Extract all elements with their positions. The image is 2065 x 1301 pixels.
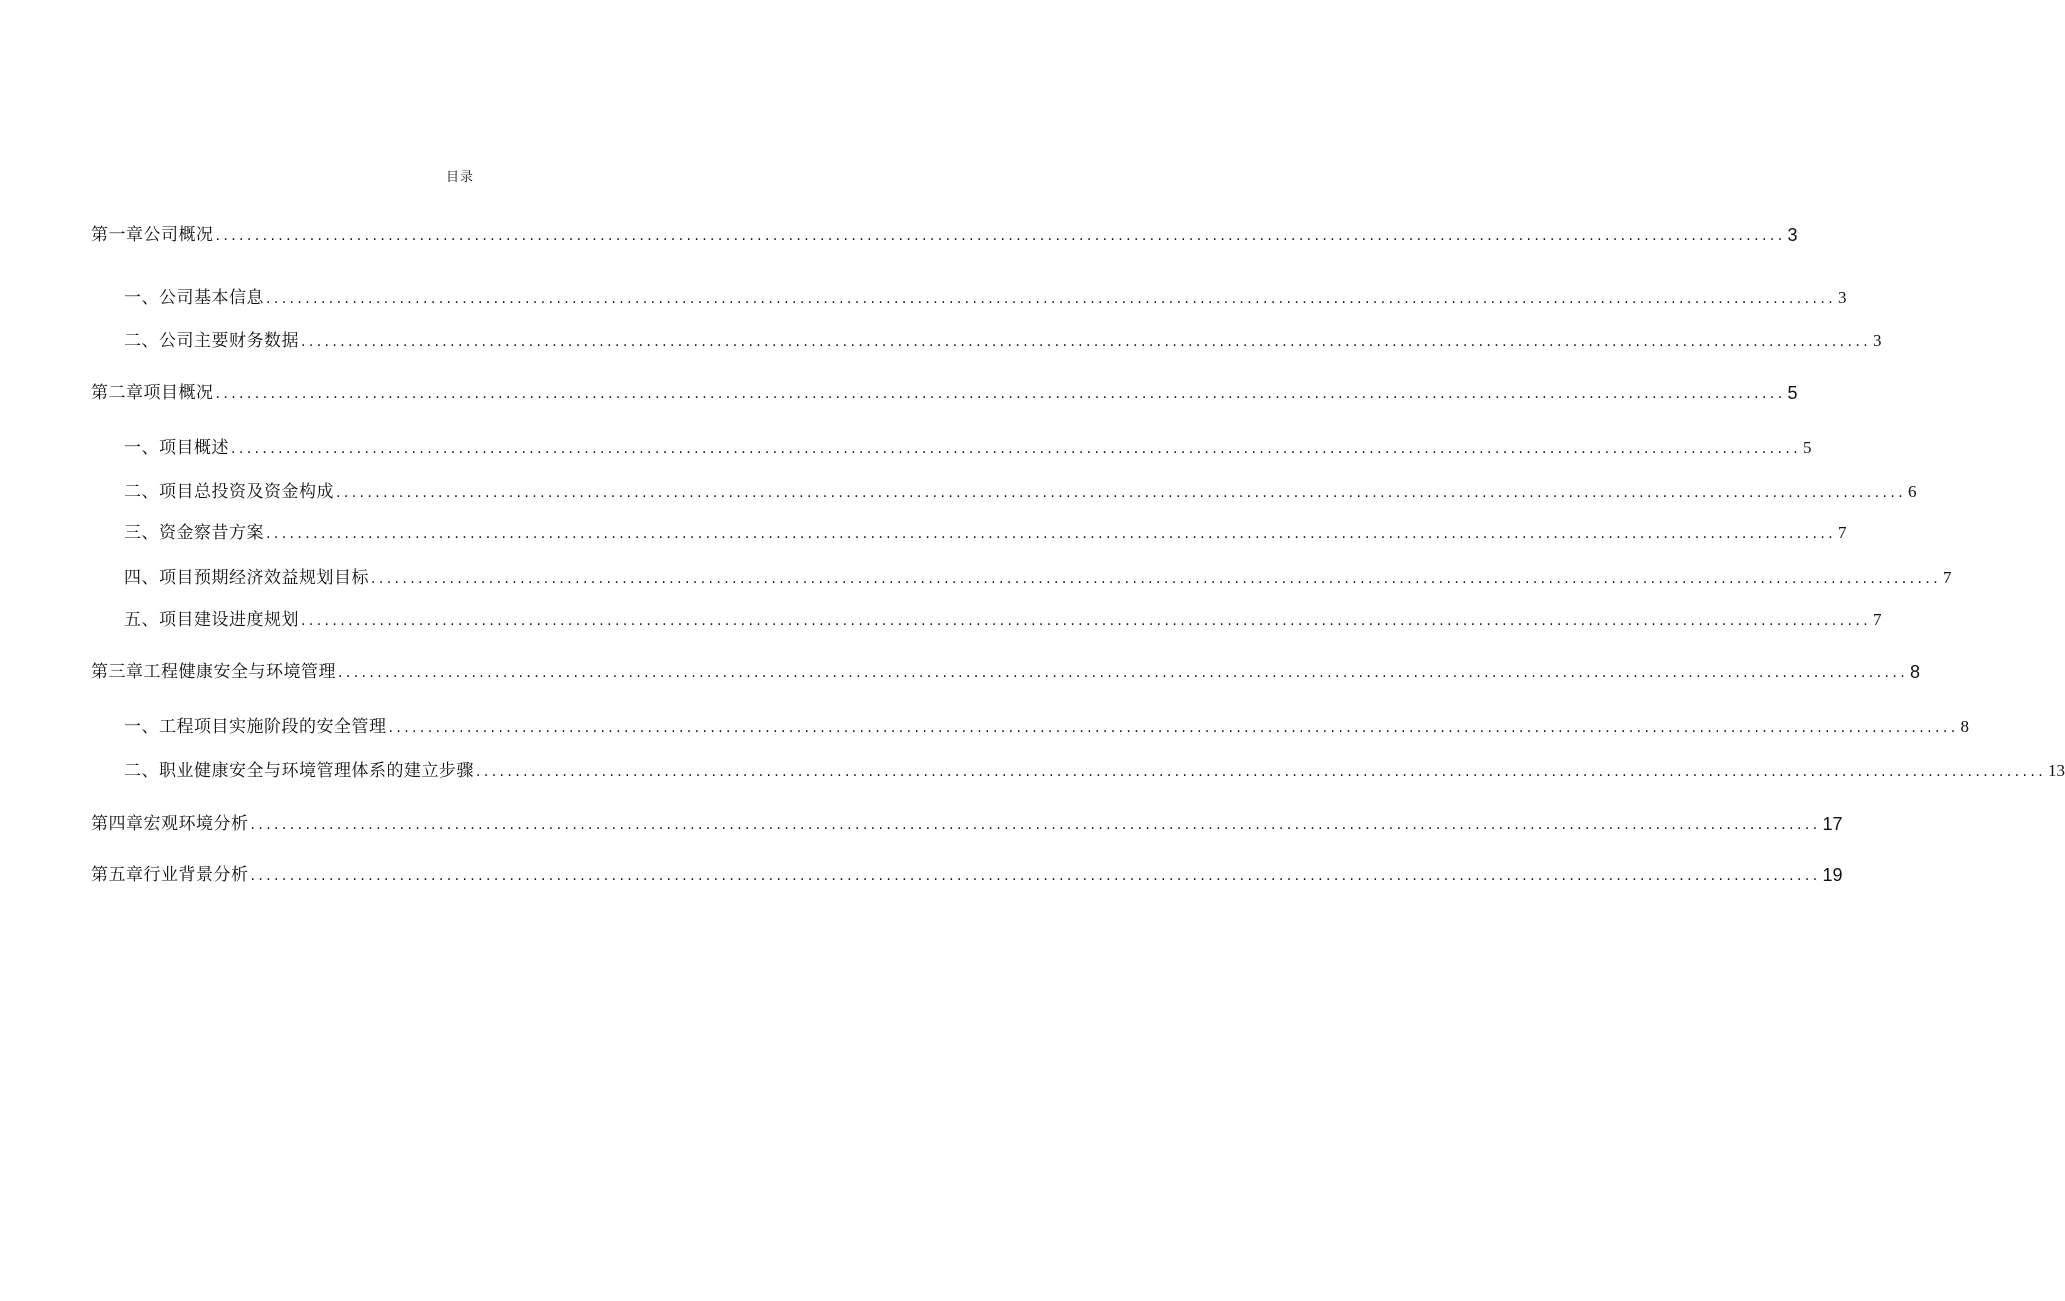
dot-leader: ........................................................................................................................................................................................................ [336, 485, 1907, 501]
toc-entry-section-2-1[interactable] [124, 433, 1812, 459]
toc-entry-section-3-2[interactable] [124, 756, 2065, 782]
toc-entry-page-number: 3 [1838, 288, 1847, 307]
toc-entry-chapter-3[interactable] [91, 657, 1921, 683]
toc-entry-chapter-5[interactable] [91, 860, 1843, 886]
dot-leader: ........................................................................................................................................................................................................ [250, 817, 1821, 833]
dot-leader: ........................................................................................................................................................................................................ [338, 665, 1909, 681]
toc-entry-page-number: 7 [1873, 610, 1882, 629]
toc-entry-section-2-5[interactable] [124, 605, 1882, 631]
dot-leader: ........................................................................................................................................................................................................ [301, 334, 1872, 350]
toc-entry-title: 第三章工程健康安全与环境管理 [91, 662, 336, 682]
toc-entry-page-number: 19 [1822, 865, 1843, 885]
toc-entry-title: 五、项目建设进度规划 [124, 610, 299, 630]
toc-entry-section-2-4[interactable] [124, 563, 1952, 589]
toc-entry-title: 二、职业健康安全与环境管理体系的建立步骤 [124, 761, 474, 781]
toc-entry-title: 四、项目预期经济效益规划目标 [124, 568, 369, 588]
dot-leader: ........................................................................................................................................................................................................ [231, 441, 1802, 457]
toc-entry-page-number: 17 [1822, 814, 1843, 834]
toc-entry-title: 一、项目概述 [124, 438, 229, 458]
dot-leader: ........................................................................................................................................................................................................ [371, 571, 1942, 587]
toc-entry-title: 第一章公司概况 [91, 225, 214, 245]
dot-leader: ........................................................................................................................................................................................................ [215, 228, 1786, 244]
toc-entry-chapter-2[interactable] [91, 378, 1798, 404]
toc-entry-section-1-2[interactable] [124, 326, 1882, 352]
toc-entry-title: 二、项目总投资及资金构成 [124, 482, 334, 502]
toc-entry-page-number: 8 [1910, 662, 1921, 682]
toc-entry-page-number: 3 [1873, 331, 1882, 350]
dot-leader: ........................................................................................................................................................................................................ [388, 720, 1959, 736]
toc-entry-section-3-1[interactable] [124, 712, 1970, 738]
toc-entry-page-number: 3 [1787, 225, 1798, 245]
toc-entry-page-number: 13 [2048, 761, 2065, 780]
dot-leader: ........................................................................................................................................................................................................ [476, 764, 2047, 780]
toc-entry-section-2-2[interactable] [124, 477, 1917, 503]
dot-leader: ........................................................................................................................................................................................................ [250, 868, 1821, 884]
toc-entry-chapter-4[interactable] [91, 809, 1843, 835]
toc-entry-title: 三、资金察昔方案 [124, 523, 264, 543]
toc-entry-title: 一、工程项目实施阶段的安全管理 [124, 717, 387, 737]
toc-entry-page-number: 5 [1787, 383, 1798, 403]
dot-leader: ........................................................................................................................................................................................................ [266, 526, 1837, 542]
toc-entry-section-1-1[interactable] [124, 283, 1847, 309]
dot-leader: ........................................................................................................................................................................................................ [266, 291, 1837, 307]
dot-leader: ........................................................................................................................................................................................................ [215, 386, 1786, 402]
toc-entry-title: 第二章项目概况 [91, 383, 214, 403]
toc-entry-title: 第五章行业背景分析 [91, 865, 249, 885]
toc-entry-title: 一、公司基本信息 [124, 288, 264, 308]
toc-entry-section-2-3[interactable] [124, 518, 1847, 544]
toc-entry-page-number: 6 [1908, 482, 1917, 501]
toc-entry-title: 第四章宏观环境分析 [91, 814, 249, 834]
toc-entry-page-number: 7 [1943, 568, 1952, 587]
dot-leader: ........................................................................................................................................................................................................ [301, 613, 1872, 629]
toc-entry-chapter-1[interactable] [91, 220, 1798, 246]
toc-entry-title: 二、公司主要财务数据 [124, 331, 299, 351]
toc-entry-page-number: 8 [1960, 717, 1970, 736]
toc-entry-page-number: 7 [1838, 523, 1847, 542]
toc-entry-page-number: 5 [1803, 438, 1812, 457]
toc-title: 目录 [445, 170, 474, 185]
